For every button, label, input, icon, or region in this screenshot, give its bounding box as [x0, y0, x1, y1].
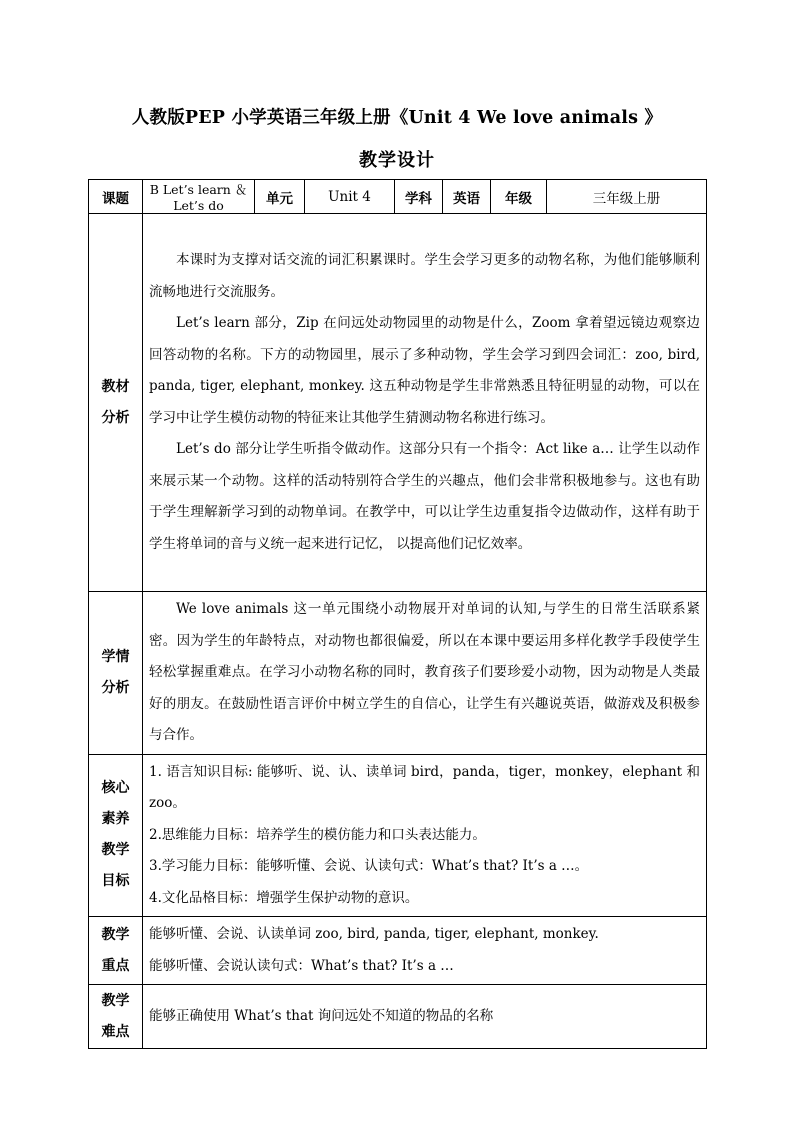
- document-subtitle: 教学设计: [359, 150, 435, 171]
- section-key-points: [89, 917, 707, 985]
- unit-label: 单元: [255, 180, 305, 214]
- paragraph: Let’s learn 部分，Zip 在问远处动物园里的动物是什么，Zoom 拿着望远镜边观察边回答动物的名称。下方的动物园里，展示了多种动物，学生会学习到四会词汇：zoo, bird, panda, tiger, elephant, monkey. 这五种动物是学生非常熟悉且特征明显的动物，可以在学习中让学生模仿动物的特征来让其他学生猜测动物名称进行练习。: [149, 315, 700, 426]
- section-core-objectives: [89, 754, 707, 917]
- section-content: [143, 214, 707, 592]
- section-student-analysis: [89, 592, 707, 755]
- grade-label: 年级: [491, 180, 547, 214]
- grade-value: 三年级上册: [547, 180, 707, 214]
- section-label: 教材 分析: [89, 214, 143, 592]
- subject-label: 学科: [395, 180, 443, 214]
- section-label: 教学 难点: [89, 985, 143, 1049]
- paragraph: Let’s do 部分让学生听指令做动作。这部分只有一个指令：Act like a… 让学生以动作来展示某一个动物。这样的活动特别符合学生的兴趣点，他们会非常积极地参与。这也有助于学生理解新学习到的动物单词。在教学中，可以让学生边重复指令边做动作，这样有助于学生将单词的音与义统一起来进行记忆， 以提高他们记忆效率。: [149, 441, 700, 552]
- paragraph: We love animals 这一单元围绕小动物展开对单词的认知,与学生的日常生活联系紧密。因为学生的年龄特点，对动物也都很偏爱，所以在本课中要运用多样化教学手段使学生轻松掌握重难点。在学习小动物名称的同时，教育孩子们要珍爱小动物，因为动物是人类最好的朋友。在鼓励性语言评价中树立学生的自信心，让学生有兴趣说英语，做游戏及积极参与合作。: [149, 601, 700, 743]
- unit-value: Unit 4: [305, 180, 395, 214]
- section-textbook-analysis: [89, 214, 707, 592]
- section-content: [143, 917, 707, 985]
- header-row: [89, 180, 707, 214]
- objective-line: 4.文化品格目标：增强学生保护动物的意识。: [149, 889, 419, 906]
- subject-value: 英语: [443, 180, 491, 214]
- section-content: [143, 592, 707, 755]
- difficulty-line: 能够正确使用 What’s that 询问远处不知道的物品的名称: [149, 1007, 494, 1024]
- key-point-line: 能够听懂、会说认读句式：What’s that? It’s a …: [149, 957, 454, 974]
- section-label: 核心 素养 教学 目标: [89, 754, 143, 917]
- section-content: [143, 754, 707, 917]
- lesson-plan-table: [88, 179, 707, 1049]
- paragraph: 本课时为支撑对话交流的词汇积累课时。学生会学习更多的动物名称，为他们能够顺利流畅地进行交流服务。: [149, 252, 700, 300]
- section-label: 学情 分析: [89, 592, 143, 755]
- topic-value: B Let’s learn ＆ Let’s do: [143, 180, 255, 214]
- objective-line: 1. 语言知识目标: 能够听、说、认、读单词 bird，panda，tiger，monkey，elephant 和 zoo。: [149, 763, 700, 811]
- section-content: [143, 985, 707, 1049]
- document-title: 人教版PEP 小学英语三年级上册《Unit 4 We love animals 》: [131, 108, 663, 128]
- section-difficulties: [89, 985, 707, 1049]
- objective-line: 2.思维能力目标：培养学生的模仿能力和口头表达能力。: [149, 826, 486, 843]
- key-point-line: 能够听懂、会说、认读单词 zoo, bird, panda, tiger, elephant, monkey.: [149, 926, 599, 942]
- objective-line: 3.学习能力目标：能够听懂、会说、认读句式：What’s that? It’s a …。: [149, 858, 589, 874]
- topic-label: 课题: [89, 180, 143, 214]
- section-label: 教学 重点: [89, 917, 143, 985]
